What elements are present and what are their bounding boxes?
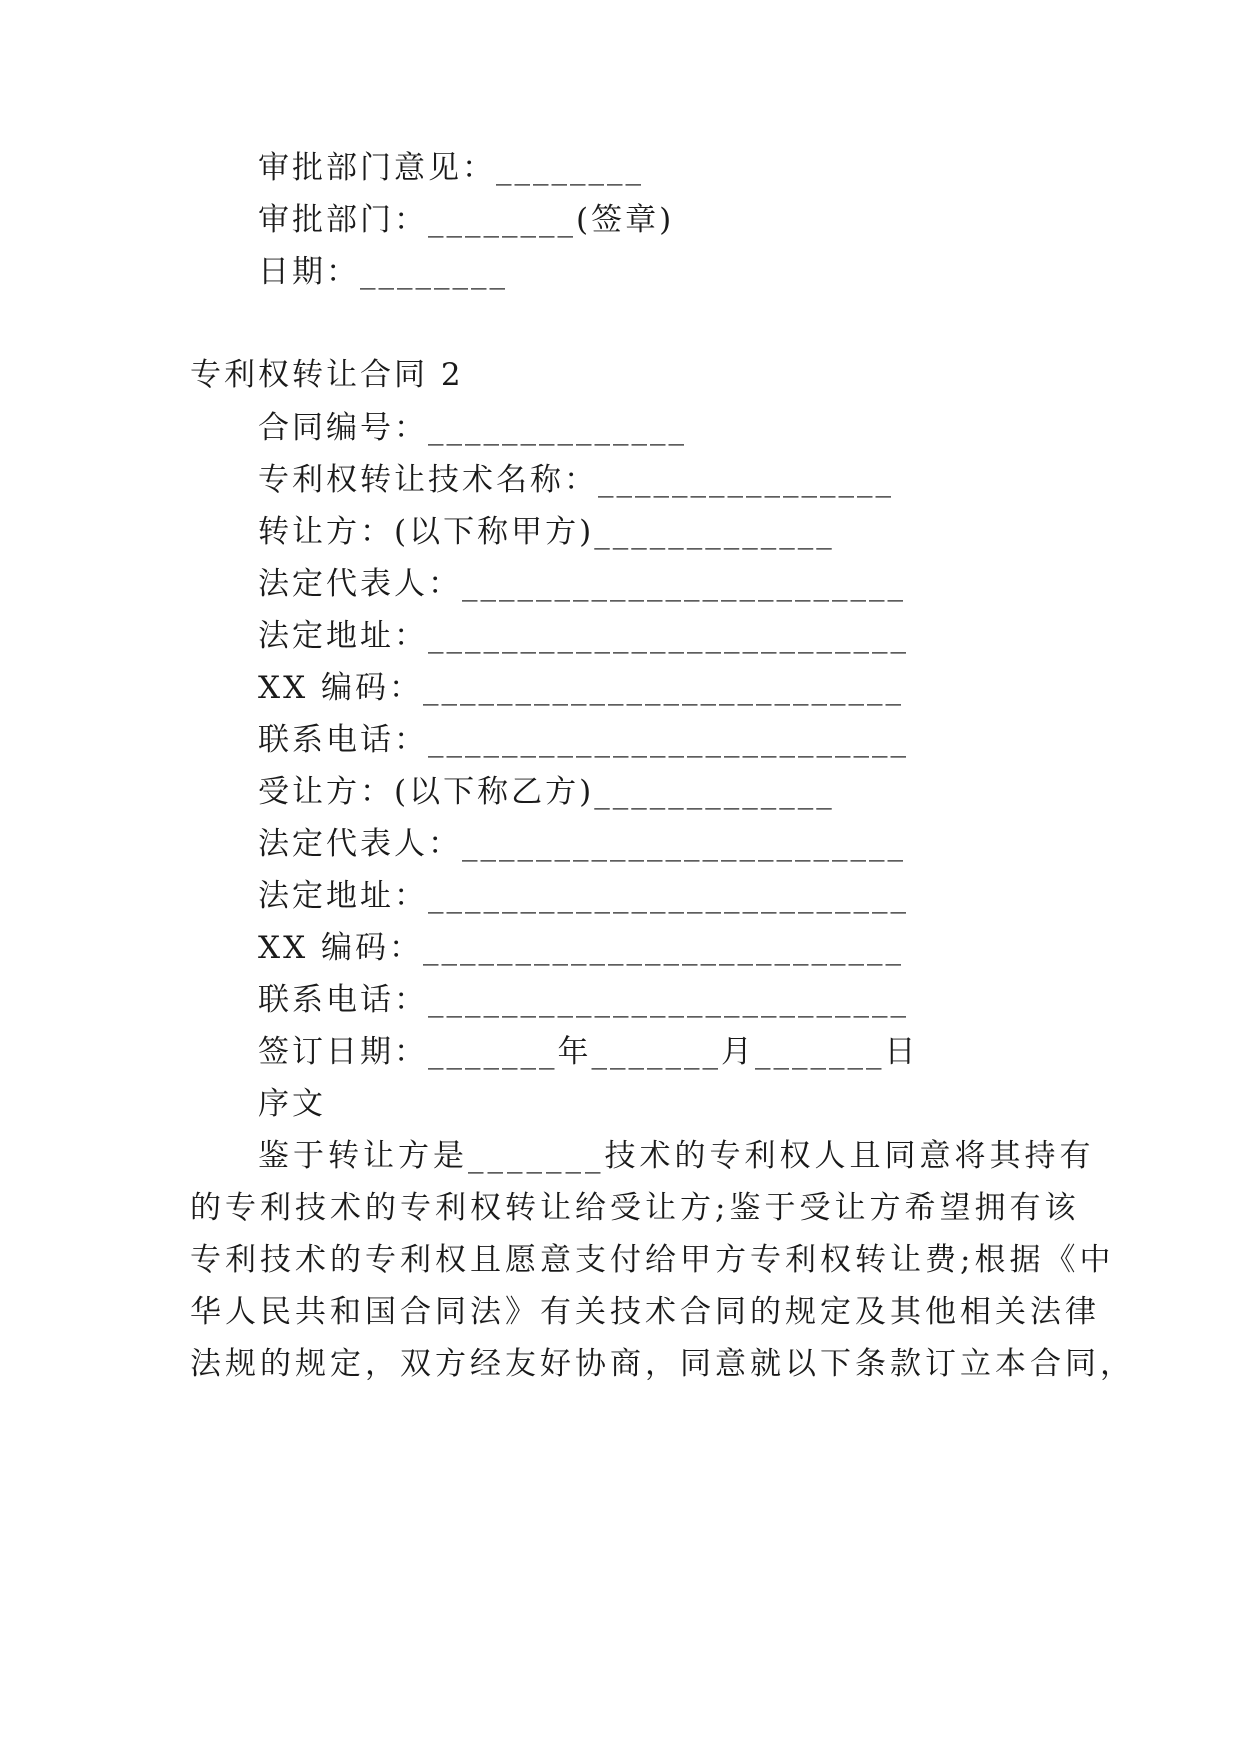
field-technology-name: 专利权转让技术名称：________________	[258, 462, 894, 498]
preface-line: 鉴于转让方是_______技术的专利权人且同意将其持有	[258, 1138, 1095, 1174]
preface-line: 法规的规定，双方经友好协商，同意就以下条款订立本合同，	[190, 1346, 1135, 1382]
field-transferee-postcode: XX 编码：__________________________	[258, 930, 904, 966]
preface-line: 的专利技术的专利权转让给受让方;鉴于受让方希望拥有该	[190, 1190, 1080, 1226]
field-transferee-address: 法定地址：__________________________	[258, 878, 909, 914]
preface-heading: 序文	[258, 1086, 326, 1122]
preface-line: 华人民共和国合同法》有关技术合同的规定及其他相关法律	[190, 1294, 1100, 1330]
field-transferor-address: 法定地址：__________________________	[258, 618, 909, 654]
preface-line: 专利技术的专利权且愿意支付给甲方专利权转让费;根据《中	[190, 1242, 1115, 1278]
field-transferee: 受让方：(以下称乙方)_____________	[258, 774, 835, 810]
field-contract-number: 合同编号：______________	[258, 410, 687, 446]
field-transferor-phone: 联系电话：__________________________	[258, 722, 909, 758]
contract-title: 专利权转让合同 2	[190, 357, 464, 393]
approval-department-line: 审批部门：________(签章)	[258, 202, 675, 238]
field-transferor-legal-rep: 法定代表人：________________________	[258, 566, 906, 602]
field-transferor-postcode: XX 编码：__________________________	[258, 670, 904, 706]
approval-date-line: 日期：________	[258, 254, 508, 290]
field-transferor: 转让方：(以下称甲方)_____________	[258, 514, 835, 550]
approval-opinion-line: 审批部门意见：________	[258, 150, 644, 186]
field-signing-date: 签订日期：_______年_______月_______日	[258, 1034, 919, 1070]
field-transferee-legal-rep: 法定代表人：________________________	[258, 826, 906, 862]
field-transferee-phone: 联系电话：__________________________	[258, 982, 909, 1018]
